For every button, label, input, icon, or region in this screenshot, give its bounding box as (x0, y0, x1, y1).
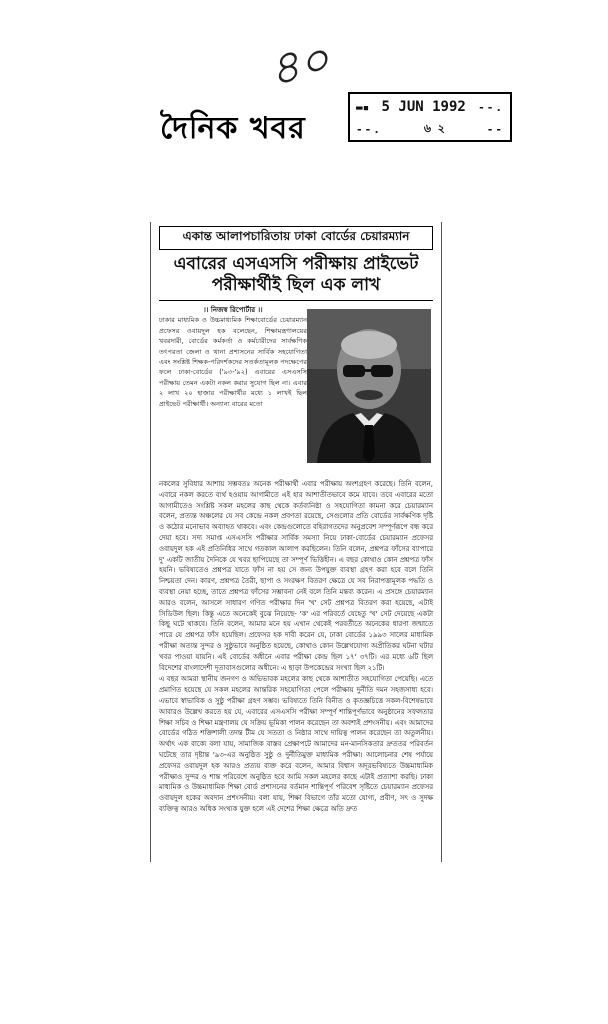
chairman-portrait-photo (307, 309, 431, 463)
article-kicker: একান্ত আলাপচারিতায় ঢাকা বোর্ডের চেয়ারম্যান (159, 226, 433, 250)
stamp-date: 5 JUN 1992 (381, 99, 466, 115)
article-body (159, 479, 433, 815)
stamp-dots-right: -- (486, 122, 504, 136)
stamp-label-mark: ▬▪ (356, 100, 370, 114)
stamp-dots: --. (478, 100, 504, 114)
stamp-page-info: ৬ ২ (423, 121, 445, 135)
newspaper-masthead: দৈনিক খবর (160, 111, 306, 146)
headline-line-2: পরীক্ষার্থীই ছিল এক লাখ (211, 275, 381, 295)
archive-date-stamp (348, 92, 512, 142)
intro-text: ঢাকার মাধ্যমিক ও উচ্চমাধ্যমিক শিক্ষাবোর্ডের চেয়ারম্যান প্রফেসর ওবায়দুল হক বলেছেন, শিক্ষামন্ত্রণালয়ের খবরদারী, বোর্ডের কর্মকর্তা ও কর্মচারীদের সার্বক্ষণিক তৎপরতা জেলা ও থানা প্রশাসনের সার্বিক সহযোগিতা এবং সংশ্লিষ্ট শিক্ষক-পরিদর্শকদের সতর্কতামূলক পদক্ষেপের ফলে ঢাকা-বোর্ডের ('৯৩-'৯২) এবারের এসএসসি পরীক্ষায় তেমন একটা নকল করার সুযোগ ছিল না। এবার ২ লাখ ২০ হাজার পরীক্ষার্থীর মধ্যে ১ লাখই ছিল প্রাইভেট পরীক্ষার্থী। অন্যান্য বারের মতো (159, 316, 307, 408)
handwritten-page-number: ৪০ (264, 31, 334, 97)
body-paragraph: নকলের সুবিধার আশায় সম্ভবতঃ অনেক পরীক্ষার্থী এবার পরীক্ষায় অংশগ্রহণ করেছে। তিনি বলেন, এবারে নকল করতে ব্যর্থ হওয়ায় আগামীতে এই হার আশাতীতভাবে কমে যাবে। তবে এবারের মতো আগামীতেও সংশ্লিষ্ট সকল মহলের কাছ থেকে কর্তব্যনিষ্ঠা ও সহযোগিতা কামনা করে চেয়ারম্যান বলেন, প্রত্যন্ত অঞ্চলের যে সব কেন্দ্রে নকল প্রবণতা রয়েছে, সেগুলোর প্রতি বোর্ডের সার্বক্ষণিক দৃষ্টি ও কঠোর মনোভাব অব্যাহত থাকবে। এবং কেন্দ্রগুলোতে বহিরাগতদের অনুপ্রবেশ সম্পূর্ণরূপে বন্ধ করে দেয়া হবে। সদ্য সমাপ্ত এসএসসি পরীক্ষার সার্বিক সমস্যা নিয়ে ঢাকা-বোর্ডের চেয়ারম্যান প্রফেসর ওবায়দুল হক এই প্রতিনিধির সাথে গতকাল আলাপ করছিলেন। তিনি বলেন, প্রশ্নপত্র ফাঁসের ব্যাপারে দু' একটি জাতীয় দৈনিকে যে খবর ছাপিয়েছে তা সম্পূর্ণ ভিত্তিহীন। এ বছর কোথাও কোন প্রশ্নপত্র ফাঁস হয়নি। ভবিষ্যতেও প্রশ্নপত্র যাতে ফাঁস না হয় সে জন্য উপযুক্ত ব্যবস্থা গ্রহণ করা হবে বলে তিনি নিশ্চয়তা দেন। কারণ, প্রশ্নপত্র তৈরী, ছাপা ও সংরক্ষণ বিতরণ ক্ষেত্রে যে সব নিরাপত্তামূলক পদ্ধতি ও ব্যবস্থা নেয়া হচ্ছে, তাতে প্রশ্নপত্র ফাঁসের সম্ভাবনা নেই বলে তিনি মন্তব্য করেন। এ প্রসঙ্গে চেয়ারম্যান আরও বলেন, আসলে সাধারণ গণিত পরীক্ষার দিন 'খ' সেট প্রশ্নপত্র বিতরণ করা হয়েছে, এটাই সিডিউল ছিল। কিন্তু এতে অনেকেই বুঝে নিয়েছে- 'ক' এর পরিবর্তে যেহেতু 'খ' সেট দেয়েছে একটা কিছু ঘটে থাকবে। তিনি বলেন, আমার মনে হয় এখান থেকেই পরবর্তীতে অনেকের ধারণা জন্মাতে পারে যে প্রশ্নপত্র ফাঁস হয়েছিল। প্রফেসর হক দাবী করেন যে, ঢাকা বোর্ডের ১৯৯৩ সালের মাধ্যমিক পরীক্ষা অত্যন্ত সুন্দর ও সুষ্ঠুভাবে অনুষ্ঠিত হয়েছে, কোথাও কোন উল্লেখযোগ্য অপ্রীতিকর ঘটনা ঘটার খবর পাওয়া যায়নি। এই বোর্ডের অধীনে এবার পরীক্ষা কেন্দ্র ছিল ১৭' ৩৭টি। এর মধ্যে ৬টি ছিল বিদেশের বাংলাদেশী দূতাবাসগুলোর অধীনে। এ ছাড়া উপকেন্দ্রের সংখ্যা ছিল ২১টি। (159, 480, 433, 672)
news-clipping (150, 222, 442, 862)
article-top-area (159, 305, 433, 477)
stamp-dots-left: --. (356, 122, 382, 136)
body-paragraph: এ বছর আমরা স্থানীয় জনগণ ও অভিভাবক মহলের কাছ থেকে আশাতীত সহযোগিতা পেয়েছি। এতে প্রমাণিত হয়েছে যে সকল মহলের আন্তরিক সহযোগিতা পেলে পরীক্ষায় দুর্নীতি দমন সহজসাধ্য হবে। এভাবে স্বাভাবিক ও সুষ্ঠু পরীক্ষা গ্রহণ সম্ভব। ভবিষ্যতে তিনি বিনীত ও কৃতজ্ঞচিত্তে সকল-বিশেষভাবে আবারও উল্লেখ করতে হয় যে, এবারের এসএসসি পরীক্ষা সম্পূর্ণ শান্তিপূর্ণভাবে অনুষ্ঠানের সফলতার শিক্ষা সচিব ও শিক্ষা মন্ত্রণালয় যে সক্রিয় ভূমিকা পালন করেছেন তা অবশ্যই প্রশংসনীয়। এবং আমাদের বোর্ডের গঠিত শক্তিশালী তদন্ত টীম যে সততা ও নিষ্ঠার সাথে দায়িত্ব পালন করেছেন তা অতুলনীয়। অর্থাৎ এক বাক্যে বলা যায়, সামাজিক বাস্তব প্রেক্ষাপটে আমাদের মন-মানসিকতার দ্রুততর পরিবর্তন ঘটেছে তার দৃষ্টান্ত '৯৩-এর অনুষ্ঠিত সুষ্ঠু ও দুর্নীতিমুক্ত মাধ্যমিক পরীক্ষা। আলোচনার শেষ পর্যায়ে প্রফেসর ওবায়দুল হক আরও প্রত্যয় ব্যক্ত করে বলেন, আমার বিশ্বাস অদূরভবিষ্যতে উচ্চমাধ্যমিক পরীক্ষাও সুন্দর ও শান্ত পরিবেশে অনুষ্ঠিত হবে আমি সকল মহলের কাছে এটাই প্রত্যাশা করছি। ঢাকা মাধ্যমিক ও উচ্চমাধ্যমিক শিক্ষা বোর্ড প্রশাসনের বর্তমান শান্তিপূর্ণ পরিবেশ সৃষ্টিতে চেয়ারম্যান প্রফেসর ওবায়দুল হকের অবদান প্রশংসনীয়। বলা যায়, শিক্ষা বিভাগে তাঁর মতো যোগ্য, প্রবীণ, সৎ ও সুদক্ষ ব্যক্তিত্ব আরও অধিক সংখ্যক যুক্ত হলে এই দেশের শিক্ষা ক্ষেত্রে অতি দ্রুত (159, 675, 433, 813)
article-byline: ।। নিজস্ব রিপোর্টার ।। (203, 306, 263, 314)
portrait-illustration (307, 309, 431, 463)
article-intro (159, 305, 307, 409)
article-headline (159, 254, 433, 301)
headline-line-1: এবারের এসএসসি পরীক্ষায় প্রাইভেট (173, 254, 419, 274)
